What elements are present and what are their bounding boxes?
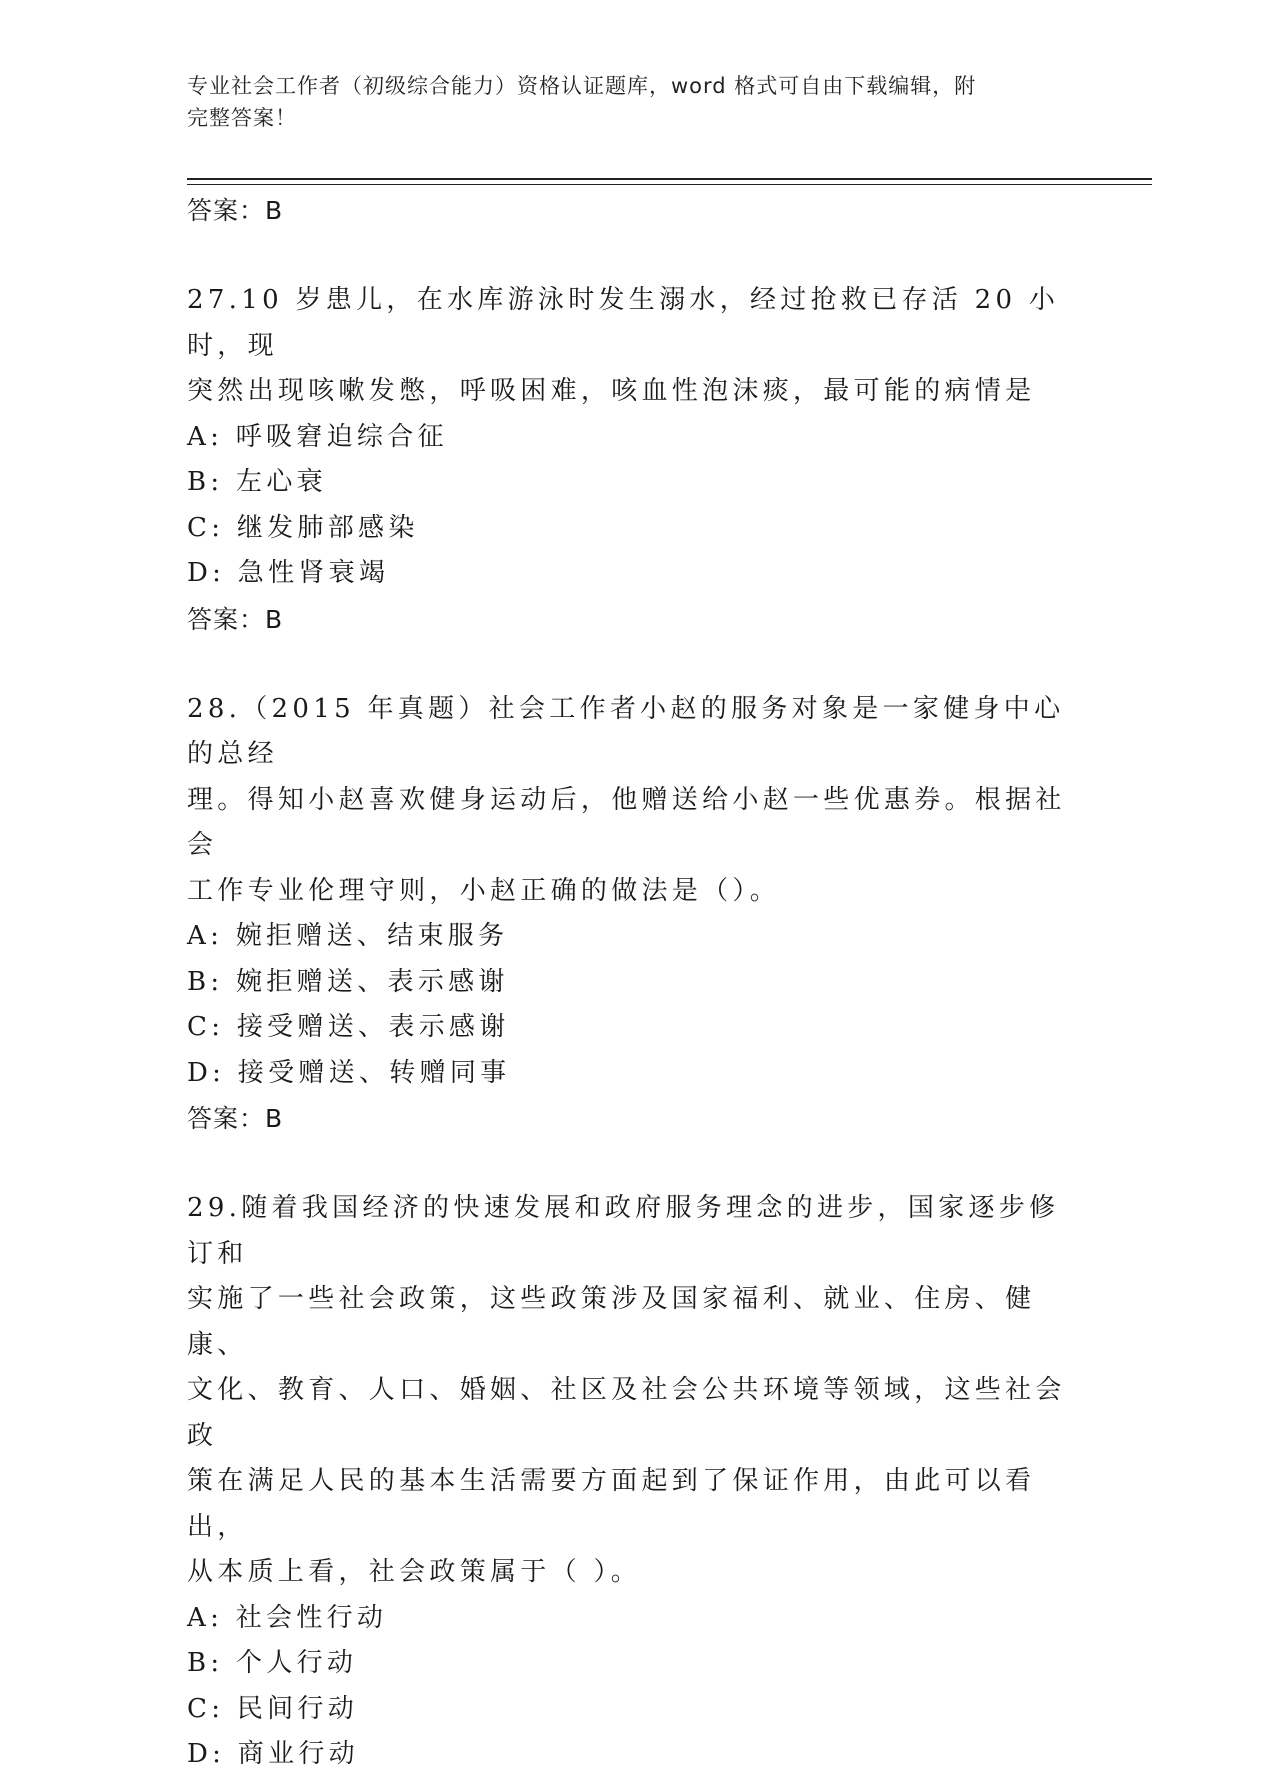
option-d: D: 急性肾衰竭 bbox=[187, 558, 390, 588]
document-header bbox=[187, 70, 1067, 134]
question-text-line: 28.（2015 年真题）社会工作者小赵的服务对象是一家健身中心的总经 bbox=[187, 693, 1065, 769]
question-text-line: 29.随着我国经济的快速发展和政府服务理念的进步，国家逐步修订和 bbox=[187, 1193, 1060, 1269]
option-d: D: 接受赠送、转赠同事 bbox=[187, 1057, 511, 1088]
question-list bbox=[187, 188, 1087, 1778]
spacer bbox=[187, 233, 1087, 278]
question-block bbox=[187, 687, 1087, 1142]
spacer bbox=[187, 642, 1087, 687]
option-b: B: 左心衰 bbox=[187, 467, 327, 497]
header-title-line-1: 专业社会工作者（初级综合能力）资格认证题库，word 格式可自由下载编辑，附 bbox=[187, 74, 977, 98]
option-a: A: 呼吸窘迫综合征 bbox=[187, 421, 448, 452]
answer-line: 答案：B bbox=[187, 196, 284, 225]
option-d: D: 商业行动 bbox=[187, 1739, 359, 1769]
question-text-line: 策在满足人民的基本生活需要方面起到了保证作用，由此可以看出， bbox=[187, 1466, 1036, 1542]
option-b: B: 婉拒赠送、表示感谢 bbox=[187, 966, 509, 997]
question-text-line: 27.10 岁患儿，在水库游泳时发生溺水，经过抢救已存活 20 小时，现 bbox=[187, 285, 1060, 361]
question-text-line: 实施了一些社会政策，这些政策涉及国家福利、就业、住房、健康、 bbox=[187, 1284, 1036, 1360]
option-c: C: 民间行动 bbox=[187, 1693, 359, 1724]
question-text-line: 突然出现咳嗽发憋，呼吸困难，咳血性泡沫痰，最可能的病情是 bbox=[187, 376, 1036, 406]
spacer bbox=[187, 1141, 1087, 1186]
question-text-line: 文化、教育、人口、婚姻、社区及社会公共环境等领域，这些社会政 bbox=[187, 1375, 1066, 1451]
header-rule-thin bbox=[187, 184, 1152, 185]
question-text-line: 工作专业伦理守则，小赵正确的做法是（）。 bbox=[187, 875, 781, 906]
question-block bbox=[187, 1186, 1087, 1778]
question-block bbox=[187, 278, 1087, 642]
option-b: B: 个人行动 bbox=[187, 1648, 358, 1678]
option-c: C: 继发肺部感染 bbox=[187, 512, 419, 543]
question-text-line: 理。得知小赵喜欢健身运动后，他赠送给小赵一些优惠券。根据社会 bbox=[187, 784, 1066, 860]
option-a: A: 婉拒赠送、结束服务 bbox=[187, 921, 509, 951]
option-c: C: 接受赠送、表示感谢 bbox=[187, 1012, 510, 1042]
option-a: A: 社会性行动 bbox=[187, 1602, 388, 1633]
header-title-line-2: 完整答案！ bbox=[187, 106, 297, 130]
question-text-line: 从本质上看，社会政策属于（ ）。 bbox=[187, 1557, 642, 1587]
header-rule-thick bbox=[187, 178, 1152, 180]
answer-line: 答案：B bbox=[187, 1104, 284, 1133]
answer-line: 答案：B bbox=[187, 604, 284, 634]
